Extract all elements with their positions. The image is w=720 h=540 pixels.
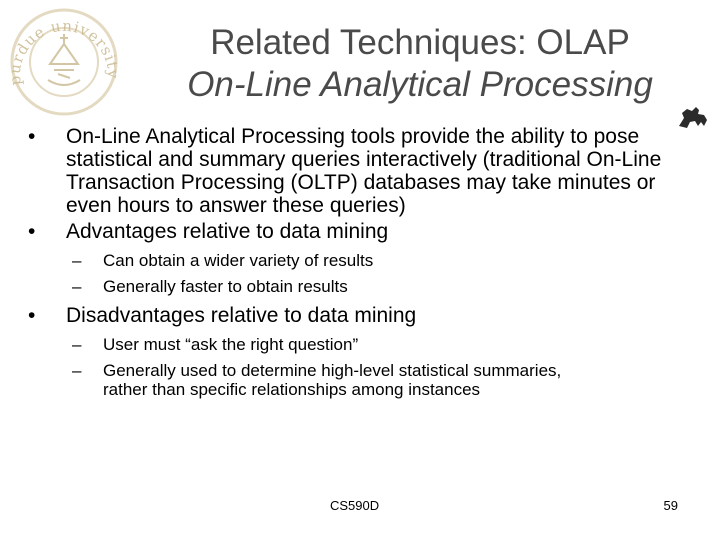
title-line-1: Related Techniques: OLAP bbox=[210, 23, 630, 62]
bullet-marker: • bbox=[28, 220, 36, 243]
title-line-2: On-Line Analytical Processing bbox=[187, 65, 653, 104]
bullet-item bbox=[22, 304, 697, 327]
sub-bullet-item bbox=[22, 361, 697, 399]
sub-bullet-list bbox=[22, 251, 697, 296]
sub-bullet-item bbox=[22, 251, 697, 270]
sub-bullet-item bbox=[22, 277, 697, 296]
sub-bullet-text: Generally faster to obtain results bbox=[103, 277, 348, 296]
sub-bullet-text: Can obtain a wider variety of results bbox=[103, 251, 374, 270]
sub-bullet-marker: – bbox=[72, 251, 82, 270]
bullet-item bbox=[22, 220, 697, 243]
sub-bullet-text: User must “ask the right question” bbox=[103, 335, 359, 354]
sub-bullet-marker: – bbox=[72, 277, 82, 296]
sub-bullet-item bbox=[22, 335, 697, 354]
footer-course: CS590D bbox=[330, 498, 380, 513]
purdue-university-seal-icon bbox=[2, 4, 124, 116]
seal-arc-text: purdue university bbox=[5, 16, 123, 87]
bullet-marker: • bbox=[28, 125, 36, 148]
bullet-text: On-Line Analytical Processing tools provide the ability to pose statistical and summary queries interactively (traditional On-Line Transaction Processing (OLTP) databases may take minutes or even hours to answer these queries) bbox=[66, 125, 662, 217]
sub-bullet-list bbox=[22, 335, 697, 399]
bullet-marker: • bbox=[28, 304, 36, 327]
bullet-list bbox=[22, 125, 697, 407]
sub-bullet-text: Generally used to determine high-level statistical summaries, bbox=[103, 361, 562, 380]
sub-bullet-marker: – bbox=[72, 335, 82, 354]
footer-page-number: 59 bbox=[663, 498, 678, 513]
bullet-text: Disadvantages relative to data mining bbox=[66, 304, 417, 327]
sub-bullet-marker: – bbox=[72, 361, 82, 380]
bullet-text: Advantages relative to data mining bbox=[66, 220, 389, 243]
sub-bullet-text: rather than specific relationships among instances bbox=[103, 380, 481, 399]
slide-title bbox=[120, 22, 720, 106]
bullet-item bbox=[22, 125, 697, 217]
